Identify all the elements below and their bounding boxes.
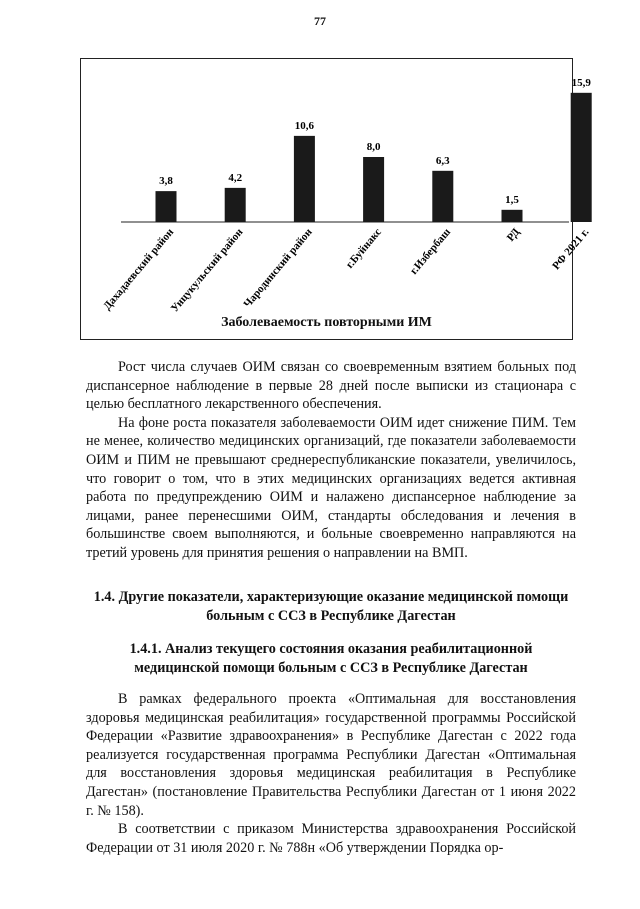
bar — [156, 191, 177, 222]
category-label: Унцукульский район — [168, 226, 246, 315]
bar — [225, 188, 246, 222]
body-text-top — [86, 358, 576, 563]
data-label: 8,0 — [366, 141, 381, 153]
section-heading: 1.4. Другие показатели, характеризующие оказание медицинской помощи больным с ССЗ в Республике Дагестан — [93, 589, 569, 624]
data-label: 15,9 — [571, 76, 591, 89]
data-label: 3,8 — [159, 175, 173, 188]
chart-title: Заболеваемость повторными ИМ — [221, 315, 432, 330]
subsection-heading: 1.4.1. Анализ текущего состояния оказания реабилитационной медицинской помощи больным с ССЗ в Республике Дагестан — [129, 641, 533, 676]
category-label: г.Буйнакс — [343, 226, 384, 271]
data-label: 6,3 — [435, 154, 450, 167]
page-number: 77 — [314, 14, 326, 28]
category-label: Чародинский район — [241, 226, 315, 311]
category-label: РД — [504, 226, 523, 244]
paragraph: В рамках федерального проекта «Оптимальная для восстановления здоровья медицинская реабилитация» государственной программы Российской Федерации «Развитие здравоохранения» в Республике Дагестан с 2022 года реализуется государственная программа Республики Дагестан «Оптимальная для восстановления здоровья медицинская реабилитация в Республике Дагестан» (постановление Правительства Республики Дагестан от 1 июня 2022 г. № 158). — [86, 691, 576, 819]
paragraph: Рост числа случаев ОИМ связан со своевременным взятием больных под диспансерное наблюдение в первые 28 дней после выписки из стационара с целью бесплатного лекарственного обеспечения. — [86, 359, 576, 413]
category-label: г.Избербаш — [407, 226, 454, 277]
body-text-bottom — [86, 690, 576, 857]
bar-chart-canvas — [81, 59, 592, 341]
data-label: 4,2 — [228, 171, 243, 184]
category-label: Дахадаевский район — [101, 226, 177, 313]
bar — [571, 93, 592, 222]
data-label: 1,5 — [505, 193, 519, 206]
bar-chart — [80, 58, 592, 340]
category-label: РФ 2021 г. — [550, 226, 592, 273]
bar — [432, 171, 453, 222]
bar — [502, 210, 523, 222]
data-label: 10,6 — [294, 119, 315, 132]
bar — [363, 157, 384, 222]
bar — [294, 136, 315, 222]
paragraph: В соответствии с приказом Министерства здравоохранения Российской Федерации от 31 июля 2020 г. № 788н «Об утверждении Порядка ор- — [86, 821, 576, 856]
paragraph: На фоне роста показателя заболеваемости ОИМ идет снижение ПИМ. Тем не менее, количество медицинских организаций, где показатели заболеваемости ОИМ и ПИМ не превышают среднереспубликанские показатели, увеличилось, что говорит о том, что в этих медицинских организациях ведется активная работа по предупреждению ОИМ и налажено диспансерное наблюдение за лицами, ранее перенесшими ОИМ, стандарты обследования и лечения в большинстве своем выполняются, и больные своевременно направляются на третий уровень для принятия решения о направлении на ВМП. — [86, 414, 576, 561]
